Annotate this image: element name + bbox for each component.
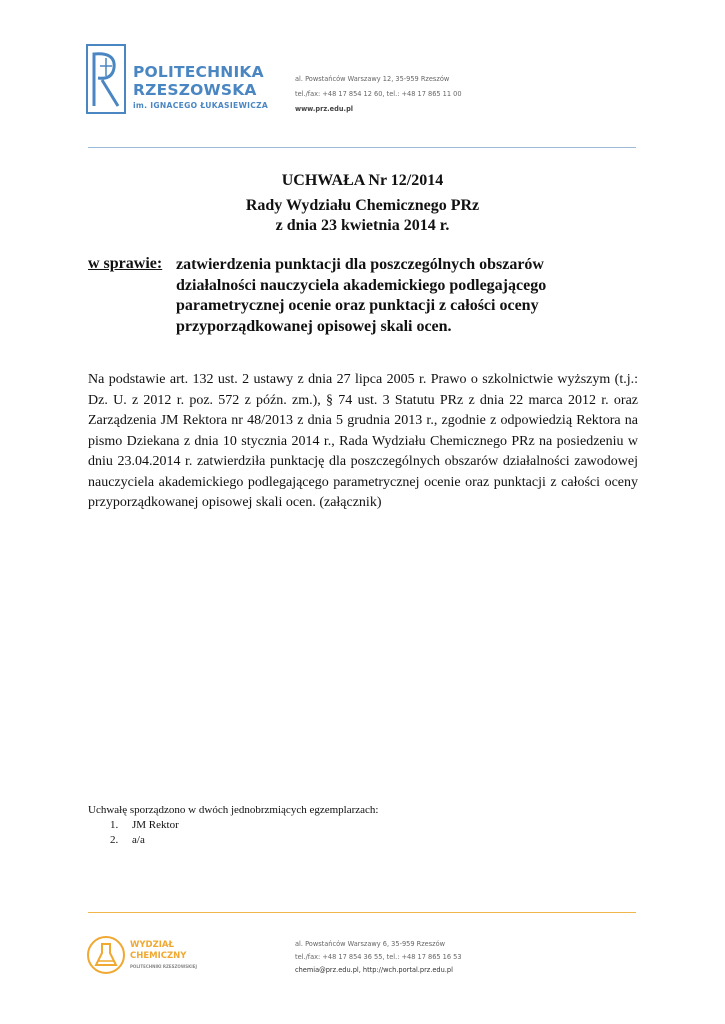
header-phone: tel./fax: +48 17 854 12 60, tel.: +48 17 865 11 00: [295, 90, 462, 98]
document-subtitle-line1: Rady Wydziału Chemicznego PRz: [245, 197, 480, 214]
footer-email-website[interactable]: chemia@prz.edu.pl, http://wch.portal.prz.edu.pl: [295, 966, 453, 974]
header-divider: [88, 147, 636, 148]
document-title: UCHWAŁA Nr 12/2014: [281, 172, 444, 189]
footer-address: al. Powstańców Warszawy 6, 35-959 Rzeszów: [295, 940, 446, 948]
university-logo-icon: [86, 44, 126, 114]
university-name-line1: POLITECHNIKA: [133, 63, 264, 81]
header-address: al. Powstańców Warszawy 12, 35-959 Rzeszów: [295, 75, 450, 83]
footer-divider: [88, 912, 636, 913]
flask-icon: [86, 935, 126, 975]
document-subtitle-line2: z dnia 23 kwietnia 2014 r.: [275, 217, 450, 234]
subject-label: w sprawie:: [88, 255, 163, 272]
faculty-name-line1: WYDZIAŁ: [130, 940, 174, 950]
university-name-line2: RZESZOWSKA: [133, 81, 257, 99]
footer-phone: tel./fax: +48 17 854 36 55, tel.: +48 17 865 16 53: [295, 953, 462, 961]
copies-list: [110, 818, 179, 848]
header-website[interactable]: www.prz.edu.pl: [295, 105, 354, 113]
copies-note: Uchwałę sporządzono w dwóch jednobrzmiących egzemplarzach:: [88, 804, 379, 816]
list-item: 2. a/a: [110, 834, 145, 846]
list-item: 1. JM Rektor: [110, 819, 179, 831]
subject-text: zatwierdzenia punktacji dla poszczególnych obszarów działalności nauczyciela akademickiego podlegającego parametrycznej ocenie oraz punktacji z całości oceny przyporządkowanej opisowej skali ocen.: [176, 256, 547, 335]
faculty-name-line3: POLITECHNIKI RZESZOWSKIEJ: [130, 964, 197, 969]
university-patron: im. IGNACEGO ŁUKASIEWICZA: [133, 101, 269, 110]
resolution-body: Na podstawie art. 132 ust. 2 ustawy z dnia 27 lipca 2005 r. Prawo o szkolnictwie wyższym (t.j.: Dz. U. z 2012 r. poz. 572 z późn. zm.), § 74 ust. 3 Statutu PRz z dnia 22 marca 2012 r. oraz Zarządzenia JM Rektora nr 48/2013 z dnia 5 grudnia 2013 r., zgodnie z odpowiedzią Rektora na pismo Dziekana z dnia 10 stycznia 2014 r., Rada Wydziału Chemicznego PRz na posiedzeniu w dniu 23.04.2014 r. zatwierdziła punktację dla poszczególnych obszarów działalności zawodowej nauczyciela akademickiego podlegającego parametrycznej ocenie oraz punktacji z całości oceny przyporządkowanej opisowej skali ocen. (załącznik): [88, 372, 638, 510]
faculty-name-line2: CHEMICZNY: [130, 951, 187, 961]
